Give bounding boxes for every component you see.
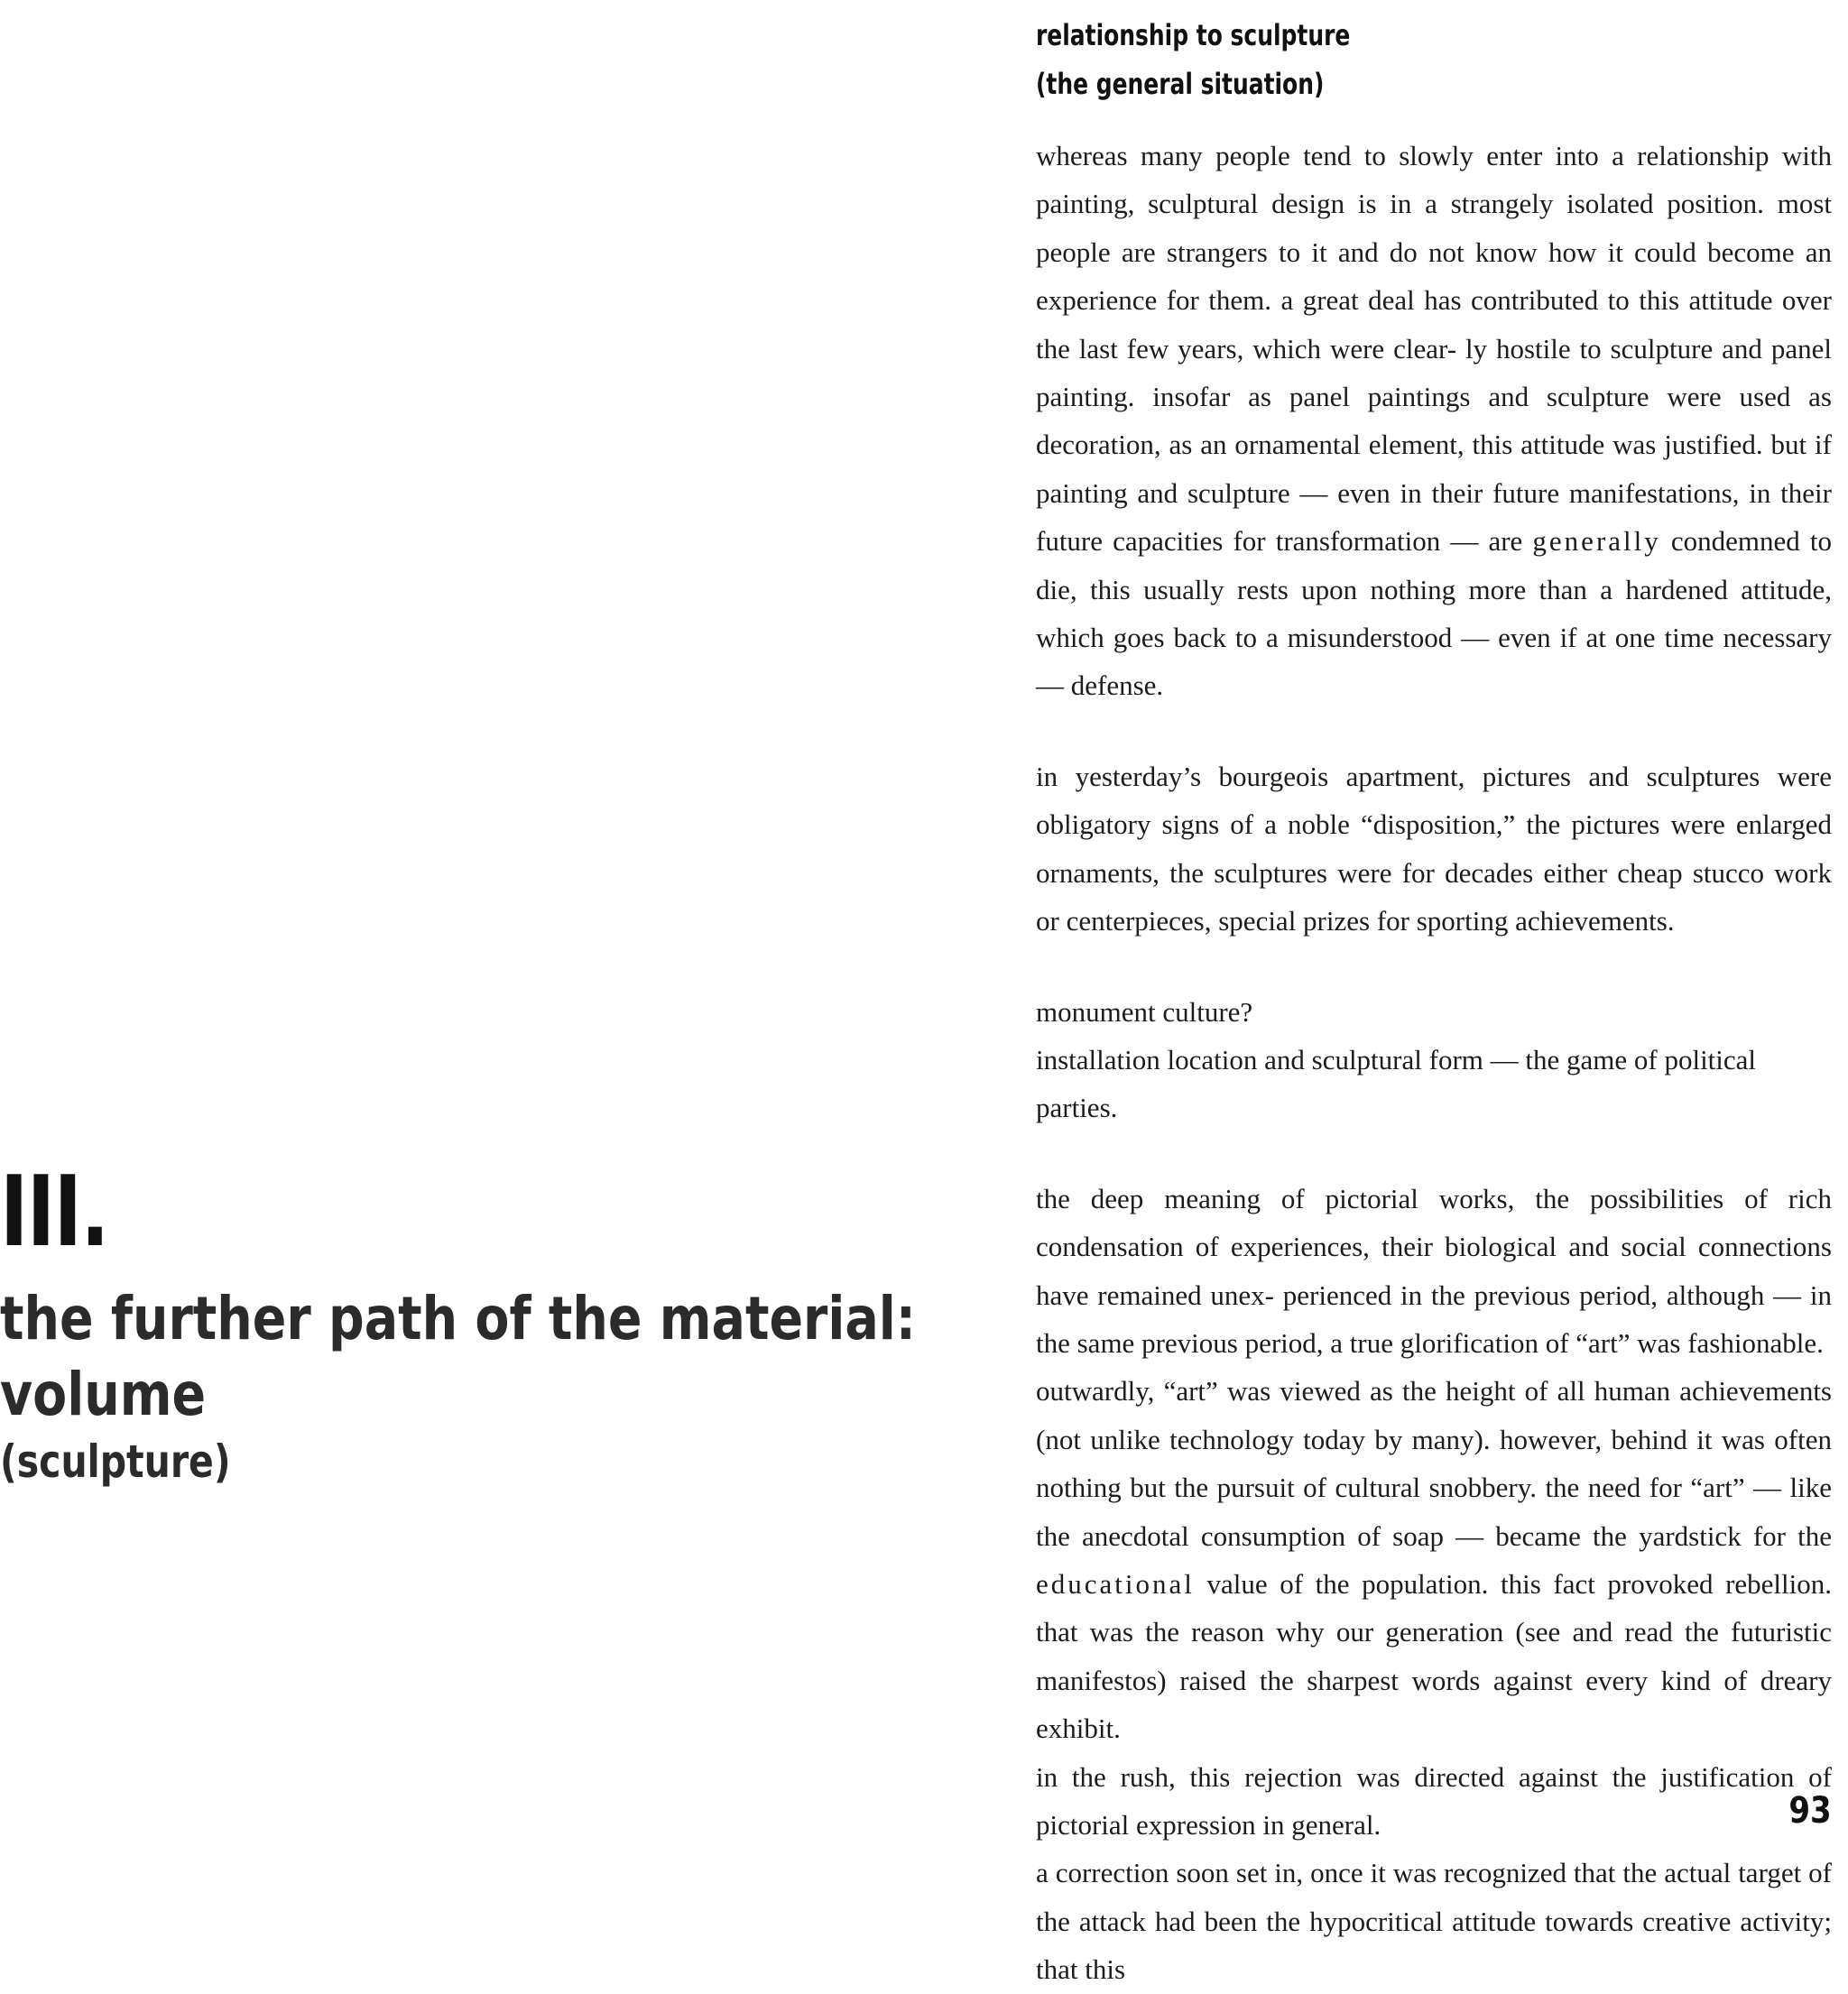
paragraph-6: in the rush, this rejection was directed against the justification of pictorial expression in general.: [1036, 1760, 1832, 1841]
paragraph-1-text-b: condemned to die, this usually rests upon nothing more than a hardened attitude, which goes back to a misunderstood — even if at one time necessary — defense.: [1036, 525, 1832, 702]
paragraph-3-line-2: installation location and sculptural form — the game of political parties.: [1036, 1043, 1757, 1124]
paragraph-5-spaced-word: educational: [1036, 1567, 1195, 1600]
paragraph-7: a correction soon set in, once it was recognized that the actual target of the attack had been the hypocritical attitude towards creative activity; that this: [1036, 1857, 1832, 1986]
section-title-line-2: (the general situation): [1036, 67, 1325, 101]
paragraph-2: in yesterday’s bourgeois apartment, pictures and sculptures were obligatory signs of a noble “disposition,” the pictures were enlarged ornaments, the sculptures were for decades either cheap stucco work or centerpieces, special prizes for sporting achievements.: [1036, 760, 1832, 937]
chapter-heading: [0, 1156, 916, 1491]
page-number: 93: [1788, 1790, 1832, 1832]
paragraph-1: [1036, 132, 1832, 710]
chapter-number: III.: [0, 1156, 108, 1269]
paragraph-5-text-b: value of the population. this fact provoked rebellion. that was the reason why our generation (see and read the futuristic manifestos) raised the sharpest words against every kind of dreary exhibit.: [1036, 1567, 1833, 1745]
section-title: [1036, 11, 1657, 108]
section-title-line-1: relationship to sculpture: [1036, 18, 1351, 52]
body-text: [1036, 132, 1832, 1994]
paragraph-3-line-1: monument culture?: [1036, 995, 1253, 1028]
paragraph-1-spaced-word: generally: [1532, 525, 1661, 558]
chapter-title-line-1: the further path of the material:: [0, 1284, 916, 1353]
paragraph-5: [1036, 1367, 1832, 1752]
chapter-title-line-2: volume: [0, 1360, 207, 1429]
text-column: [1036, 11, 1832, 1994]
paragraph-3: [1036, 988, 1832, 1132]
paragraph-4: the deep meaning of pictorial works, the possibilities of rich condensation of experiences, their biological and social connections have remained unex- perienced in the previous period, although — in the same previous period, a true glorification of “art” was fashionable.: [1036, 1182, 1832, 1359]
paragraph-5-text-a: outwardly, “art” was viewed as the height of all human achievements (not unlike technology today by many). however, behind it was often nothing but the pursuit of cultural snobbery. the need for “art” — like the anecdotal consumption of soap — became the yardstick for the: [1036, 1375, 1832, 1552]
chapter-subtitle: (sculpture): [0, 1435, 231, 1488]
paragraph-1-text-a: whereas many people tend to slowly enter into a relationship with painting, sculptural design is in a strangely isolated position. most people are strangers to it and do not know how it could become an experience for them. a great deal has contributed to this attitude over the last few years, which were clear- ly hostile to sculpture and panel painting. insofar as panel paintings and sculpture were used as decoration, as an ornamental element, this attitude was justified. but if painting and sculpture — even in their future manifestations, in their future capacities for transformation — are: [1036, 140, 1832, 558]
chapter-title: [0, 1281, 916, 1433]
